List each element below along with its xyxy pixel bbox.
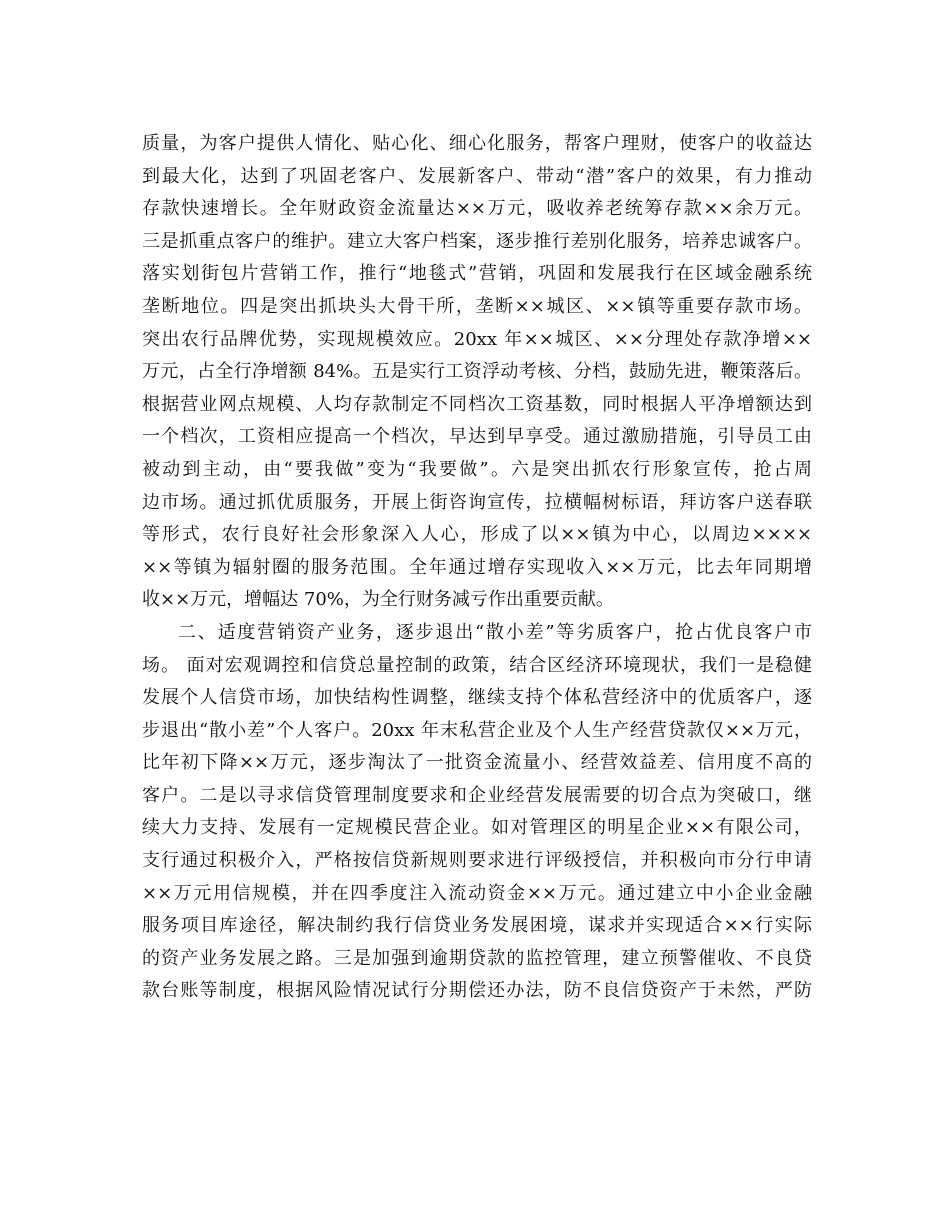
text-line: 质量，为客户提供人情化、贴心化、细心化服务，帮客户理财，使客户的收益达 (142, 133, 812, 154)
text-line: ××万元用信规模，并在四季度注入流动资金××万元。通过建立中小企业金融 (142, 882, 812, 904)
text-line: 客户。二是以寻求信贷管理制度要求和企业经营发展需要的切合点为突破口，继 (142, 784, 812, 806)
text-line: 存款快速增长。全年财政资金流量达××万元，吸收养老统筹存款××余万元。 (142, 198, 812, 220)
text-line: 落实划街包片营销工作，推行“地毯式”营销，巩固和发展我行在区域金融系统 (142, 263, 812, 285)
text-line: 续大力支持、发展有一定规模民营企业。如对管理区的明星企业××有限公司， (142, 817, 812, 839)
body-text (142, 128, 812, 1008)
text-line: 的资产业务发展之路。三是加强到逾期贷款的监控管理，建立预警催收、不良贷 (142, 947, 812, 969)
text-line: 步退出“散小差”个人客户。20xx 年末私营企业及个人生产经营贷款仅××万元， (142, 719, 812, 741)
text-line: 款台账等制度，根据风险情况试行分期偿还办法，防不良信贷资产于未然，严防 (142, 980, 812, 1002)
text-line: 到最大化，达到了巩固老客户、发展新客户、带动“潜”客户的效果，有力推动 (142, 165, 812, 187)
text-line: 突出农行品牌优势，实现规模效应。20xx 年××城区、××分理处存款净增×× (142, 328, 812, 350)
text-line: 服务项目库途径，解决制约我行信贷业务发展困境，谋求并实现适合××行实际 (142, 915, 812, 937)
text-line: 等形式，农行良好社会形象深入人心，形成了以××镇为中心，以周边×××× (142, 524, 812, 546)
text-line: 被动到主动，由“要我做”变为“我要做”。六是突出抓农行形象宣传，抢占周 (142, 458, 812, 480)
text-line: 收××万元，增幅达 70%，为全行财务减亏作出重要贡献。 (142, 589, 614, 611)
text-line: 支行通过积极介入，严格按信贷新规则要求进行评级授信，并积极向市分行申请 (142, 850, 812, 872)
text-line: 三是抓重点客户的维护。建立大客户档案，逐步推行差别化服务，培养忠诚客户。 (142, 230, 812, 252)
section-heading-line: 二、适度营销资产业务，逐步退出“散小差”等劣质客户，抢占优良客户市 (178, 621, 812, 643)
text-line: 比年初下降××万元，逐步淘汰了一批资金流量小、经营效益差、信用度不高的 (142, 752, 812, 774)
text-line: ××等镇为辐射圈的服务范围。全年通过增存实现收入××万元，比去年同期增 (142, 556, 812, 578)
text-line: 发展个人信贷市场，加快结构性调整，继续支持个体私营经济中的优质客户，逐 (142, 687, 812, 709)
text-line: 边市场。通过抓优质服务，开展上街咨询宣传，拉横幅树标语，拜访客户送春联 (142, 491, 812, 513)
text-line: 一个档次，工资相应提高一个档次，早达到早享受。通过激励措施，引导员工由 (142, 426, 812, 448)
text-line: 万元，占全行净增额 84%。五是实行工资浮动考核、分档，鼓励先进，鞭策落后。 (142, 361, 812, 383)
text-line: 垄断地位。四是突出抓块头大骨干所，垄断××城区、××镇等重要存款市场。 (142, 295, 812, 317)
text-line: 根据营业网点规模、人均存款制定不同档次工资基数，同时根据人平净增额达到 (142, 393, 812, 415)
text-line: 场。 面对宏观调控和信贷总量控制的政策，结合区经济环境现状，我们一是稳健 (142, 654, 812, 676)
